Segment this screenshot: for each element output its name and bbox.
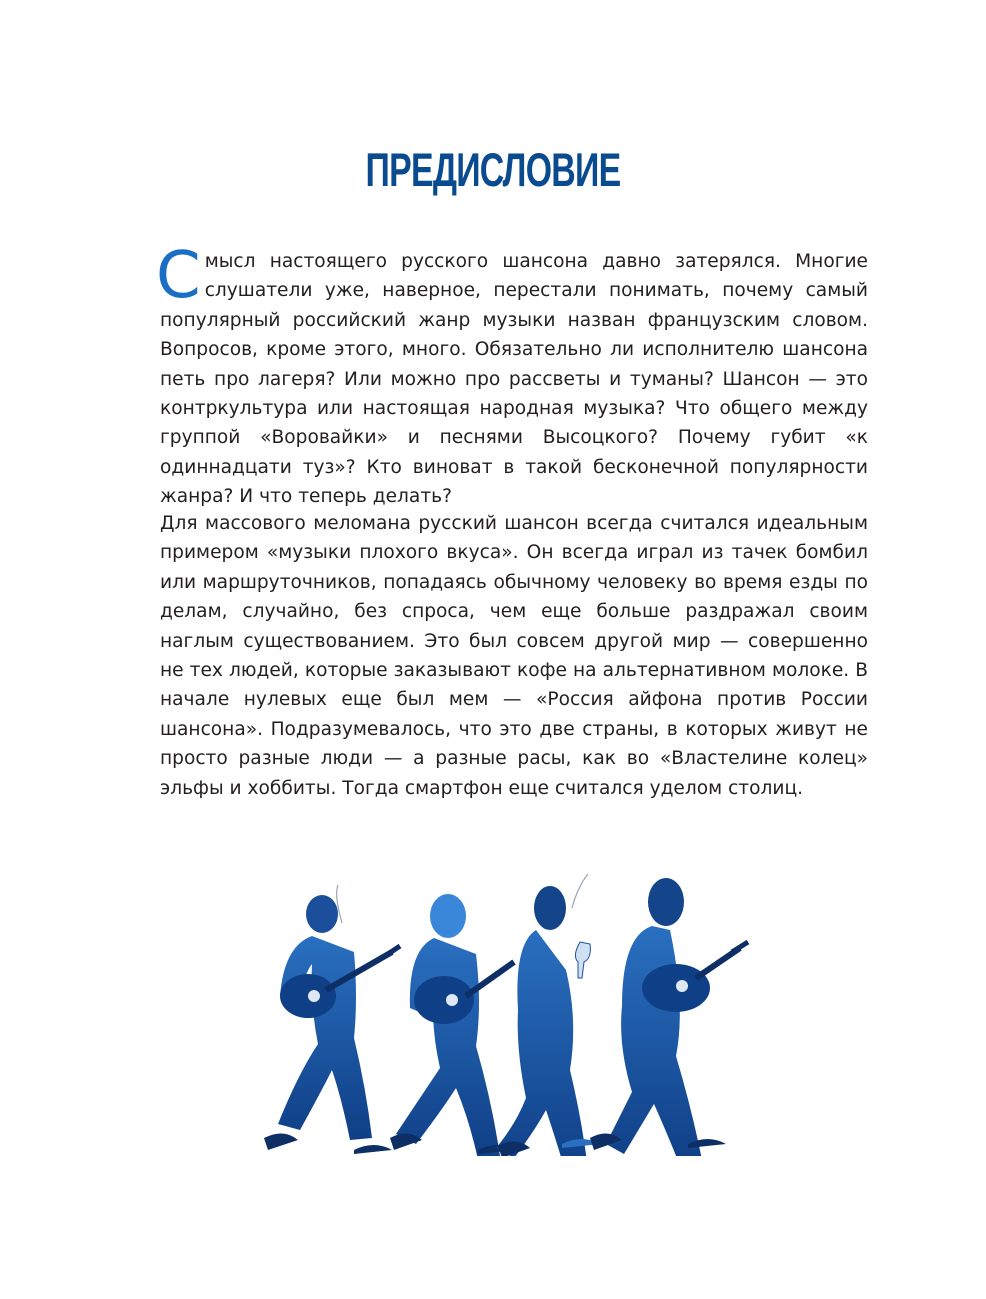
musician-1 — [264, 885, 400, 1154]
page-title: ПРЕДИСЛОВИЕ — [365, 143, 621, 196]
paragraph-2: Для массового меломана русский шансон всегда считался идеальным примером «музыки плохого вкуса». Он всегда играл из тачек бомбил или маршруточников, попадаясь обычному человеку во время езды по делам, случайно, без спроса, чем еще больше раздражал своим наглым существованием. Это был совсем другой мир — совершенно не тех людей, которые заказывают кофе на альтернативном молоке. В начале нулевых еще был мем — «Россия айфона против России шансона». Подразумевалось, что это две страны, в которых живут не просто разные люди — а разные расы, как во «Властелине колец» эльфы и хоббиты. Тогда смартфон еще считался уделом столиц. — [160, 513, 868, 799]
paragraph-1 — [156, 239, 868, 512]
musician-2 — [390, 894, 516, 1156]
four-guitarists-illustration — [262, 868, 754, 1156]
drop-cap: С — [156, 239, 201, 313]
musician-3 — [496, 874, 600, 1156]
musician-4 — [590, 878, 748, 1156]
paragraph-1-text: мысл настоящего русского шансона давно затерялся. Многие слушатели уже, наверное, перестали понимать, почему самый популярный российский жанр музыки назван французским словом. Вопросов, кроме этого, много. Обязательно ли исполнителю шансона петь про лагеря? Или можно про рассветы и туманы? Шансон — это контркультура или настоящая народная музыка? Что общего между группой «Воровайки» и песнями Высоцкого? Почему губит «к одиннадцати туз»? Кто виноват в такой бесконечной популярности жанра? И что теперь делать? — [160, 251, 868, 508]
